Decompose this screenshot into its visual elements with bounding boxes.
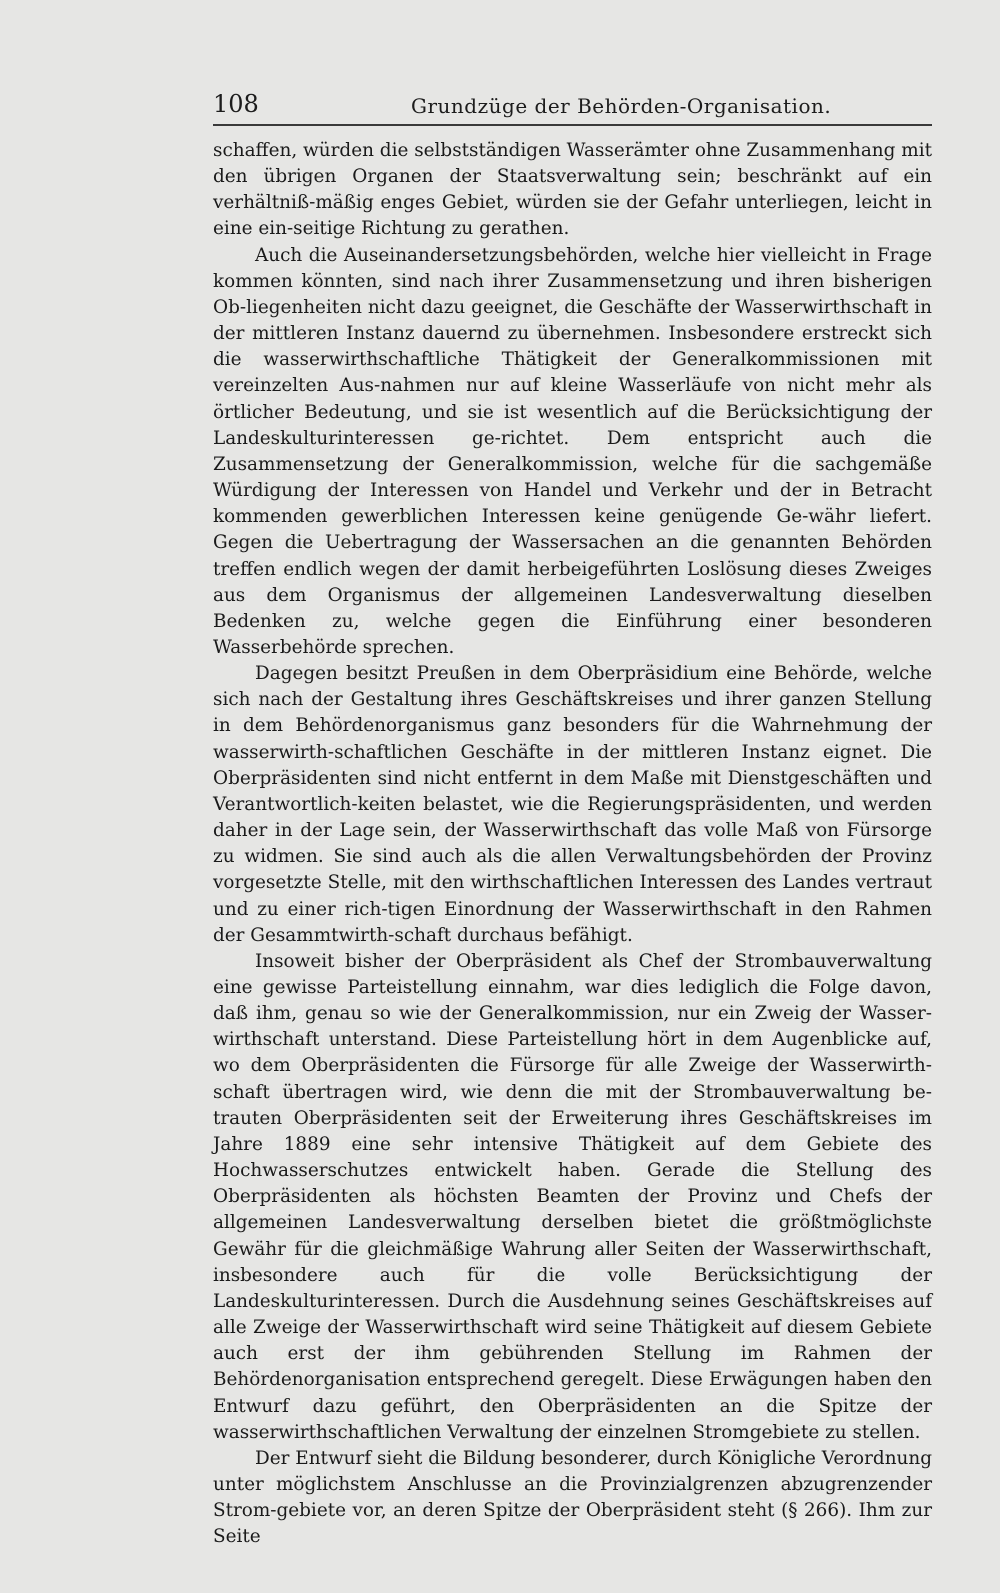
page-number: 108 (213, 90, 259, 118)
paragraph-1: schaffen, würden die selbstständigen Wasserämter ohne Zusammenhang mit den übrigen Organen der Staatsverwaltung sein; beschränkt auf ein verhältniß-mäßig enges Gebiet, würden sie der Gefahr unterliegen, leicht in eine ein-seitige Richtung zu gerathen. (213, 140, 932, 240)
paragraph-5: Der Entwurf sieht die Bildung besonderer, durch Königliche Verordnung unter möglichstem Anschlusse an die Provinzialgrenzen abzugrenzender Strom-gebiete vor, an deren Spitze der Oberpräsident steht (§ 266). Ihm zur Seite (213, 1447, 932, 1548)
paragraph-2: Auch die Auseinandersetzungsbehörden, welche hier vielleicht in Frage kommen könnten, sind nach ihrer Zusammensetzung und ihren bisherigen Ob-liegenheiten nicht dazu geeignet, die Geschäfte der Wasserwirthschaft in der mittleren Instanz dauernd zu übernehmen. Insbesondere erstreckt sich die wasserwirthschaftliche Thätigkeit der Generalkommissionen mit vereinzelten Aus-nahmen nur auf kleine Wasserläufe von nicht mehr als örtlicher Bedeutung, und sie ist wesentlich auf die Berücksichtigung der Landeskulturinteressen ge-richtet. Dem entspricht auch die Zusammensetzung der Generalkommission, welche für die sachgemäße Würdigung der Interessen von Handel und Verkehr und der in Betracht kommenden gewerblichen Interessen keine genügende Ge-währ liefert. Gegen die Uebertragung der Wassersachen an die genannten Behörden treffen endlich wegen der damit herbeigeführten Loslösung dieses Zweiges aus dem Organismus der allgemeinen Landesverwaltung dieselben Bedenken zu, welche gegen die Einführung einer besonderen Wasserbehörde sprechen. (213, 244, 932, 658)
body-text (213, 138, 932, 1550)
page-header (213, 84, 932, 126)
paragraph-3: Dagegen besitzt Preußen in dem Oberpräsidium eine Behörde, welche sich nach der Gestaltung ihres Geschäftskreises und ihrer ganzen Stellung in dem Behördenorganismus ganz besonders für die Wahrnehmung der wasserwirth-schaftlichen Geschäfte in der mittleren Instanz eignet. Die Oberpräsidenten sind nicht entfernt in dem Maße mit Dienstgeschäften und Verantwortlich-keiten belastet, wie die Regierungspräsidenten, und werden daher in der Lage sein, der Wasserwirthschaft das volle Maß von Fürsorge zu widmen. Sie sind auch als die allen Verwaltungsbehörden der Provinz vorgesetzte Stelle, mit den wirthschaftlichen Interessen des Landes vertraut und zu einer rich-tigen Einordnung der Wasserwirthschaft in den Rahmen der Gesammtwirth-schaft durchaus befähigt. (213, 663, 932, 946)
paragraph-4: Insoweit bisher der Oberpräsident als Chef der Strombauverwaltung eine gewisse Parteistellung einnahm, war dies lediglich die Folge davon, daß ihm, genau so wie der Generalkommission, nur ein Zweig der Wasser-wirthschaft unterstand. Diese Parteistellung hört in dem Augenblicke auf, wo dem Oberpräsidenten die Fürsorge für alle Zweige der Wasserwirth-schaft übertragen wird, wie denn die mit der Strombauverwaltung be-trauten Oberpräsidenten seit der Erweiterung ihres Geschäftskreises im Jahre 1889 eine sehr intensive Thätigkeit auf dem Gebiete des Hochwasserschutzes entwickelt haben. Gerade die Stellung des Oberpräsidenten als höchsten Beamten der Provinz und Chefs der allgemeinen Landesverwaltung derselben bietet die größtmöglichste Gewähr für die gleichmäßige Wahrung aller Seiten der Wasserwirthschaft, insbesondere auch für die volle Berücksichtigung der Landeskulturinteressen. Durch die Ausdehnung seines Geschäftskreises auf alle Zweige der Wasserwirthschaft wird seine Thätigkeit auf diesem Gebiete auch erst der ihm gebührenden Stellung im Rahmen der Behördenorganisation entsprechend geregelt. Diese Erwägungen haben den Entwurf dazu geführt, den Oberpräsidenten an die Spitze der wasserwirthschaftlichen Verwaltung der einzelnen Stromgebiete zu stellen. (213, 950, 932, 1443)
running-head: Grundzüge der Behörden-Organisation. (411, 94, 832, 118)
